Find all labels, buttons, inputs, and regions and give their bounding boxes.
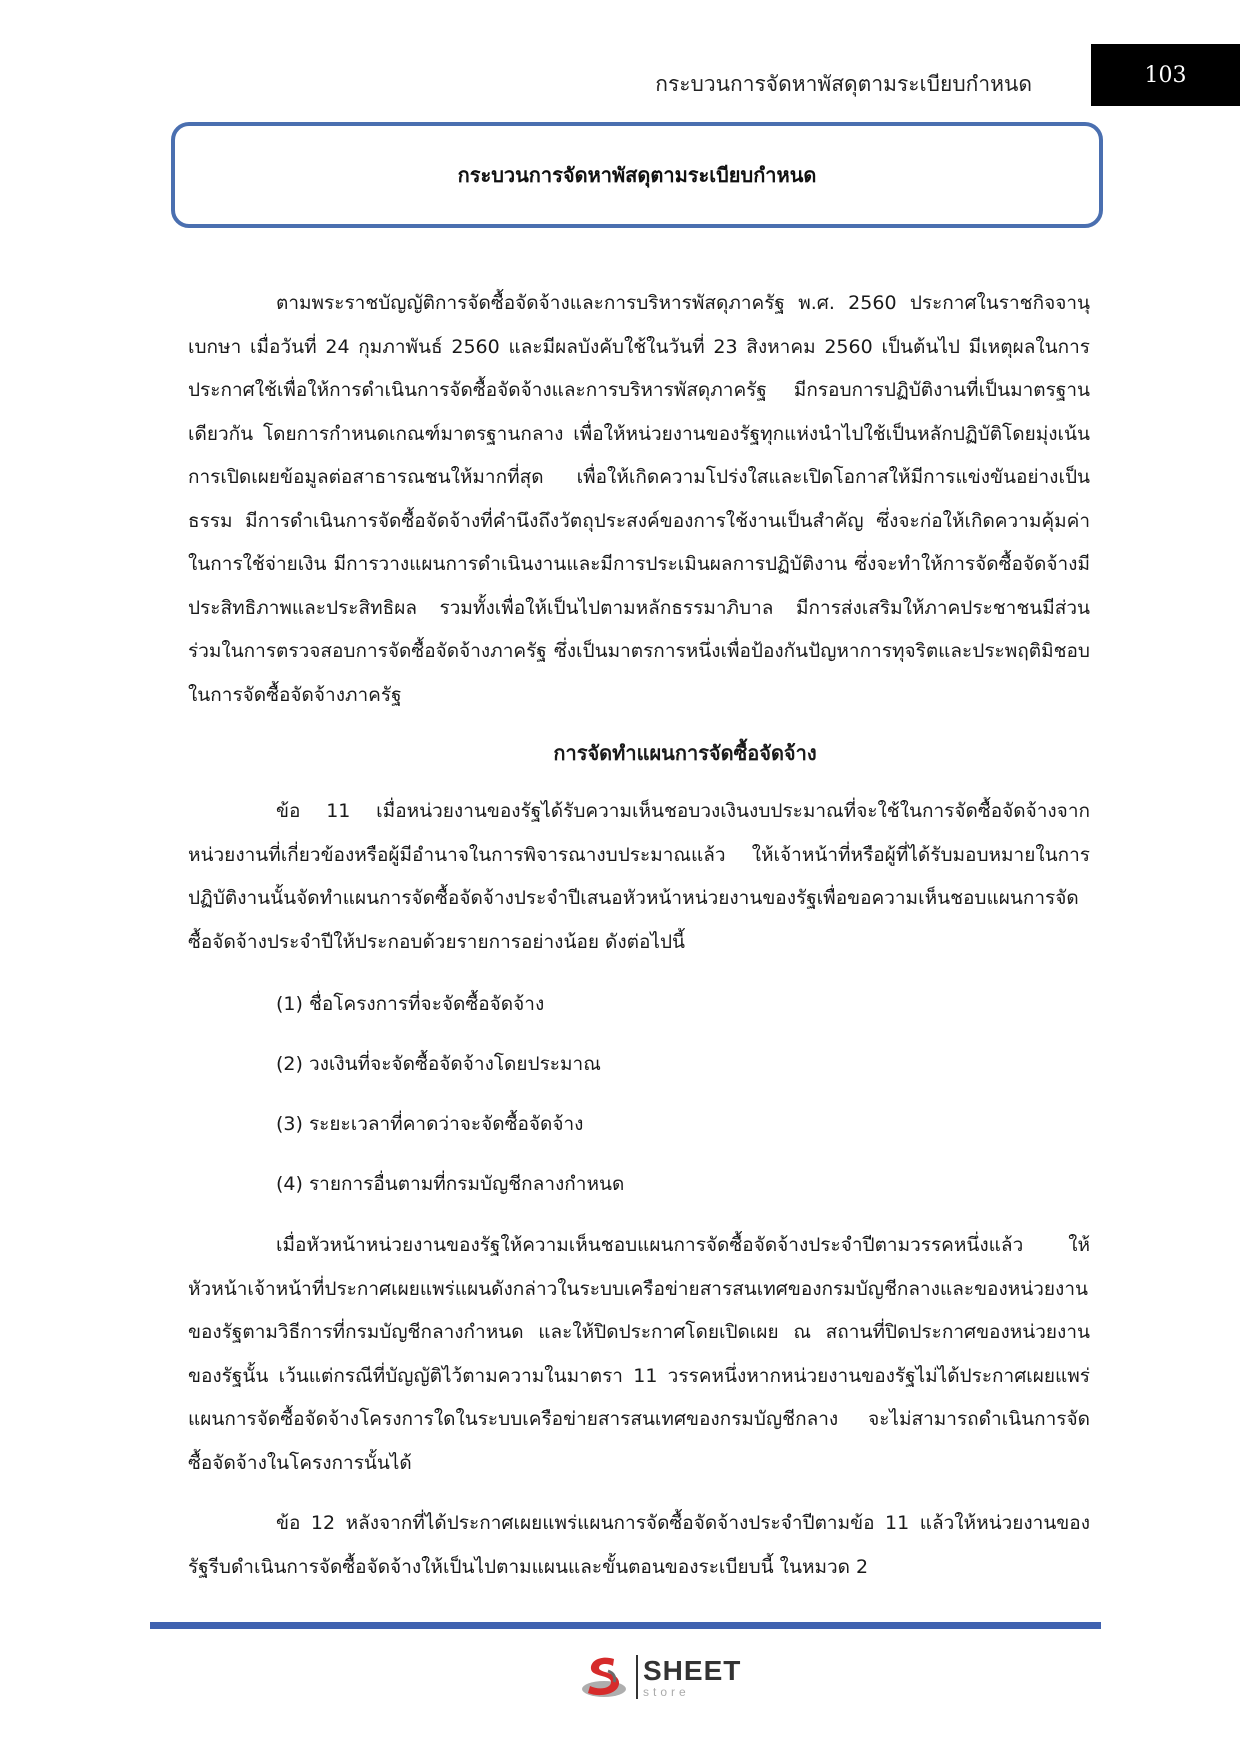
- approval-section: [188, 1224, 1090, 1485]
- clause-11-paragraph: ข้อ 11 เมื่อหน่วยงานของรัฐได้รับความเห็นชอบวงเงินงบประมาณที่จะใช้ในการจัดซื้อจัดจ้างจากหน่วยงานที่เกี่ยวข้องหรือผู้มีอำนาจในการพิจารณางบประมาณแล้ว ให้เจ้าหน้าที่หรือผู้ที่ได้รับมอบหมายในการปฏิบัติงานนั้นจัดทำแผนการจัดซื้อจัดจ้างประจำปีเสนอหัวหน้าหน่วยงานของรัฐเพื่อขอความเห็นชอบแผนการจัดซื้อจัดจ้างประจำปีให้ประกอบด้วยรายการอย่างน้อย ดังต่อไปนี้: [188, 800, 1090, 953]
- sheet-store-logo: [578, 1648, 748, 1706]
- running-header-title: กระบวนการจัดหาพัสดุตามระเบียบกำหนด: [655, 72, 1032, 96]
- page-number: 103: [1091, 44, 1240, 106]
- list-item: (2) วงเงินที่จะจัดซื้อจัดจ้างโดยประมาณ: [276, 1053, 601, 1075]
- intro-paragraph: ตามพระราชบัญญัติการจัดซื้อจัดจ้างและการบริหารพัสดุภาครัฐ พ.ศ. 2560 ประกาศในราชกิจจานุเบกษา เมื่อวันที่ 24 กุมภาพันธ์ 2560 และมีผลบังคับใช้ในวันที่ 23 สิงหาคม 2560 เป็นต้นไป มีเหตุผลในการประกาศใช้เพื่อให้การดำเนินการจัดซื้อจัดจ้างและการบริหารพัสดุภาครัฐ มีกรอบการปฏิบัติงานที่เป็นมาตรฐานเดียวกัน โดยการกำหนดเกณฑ์มาตรฐานกลาง เพื่อให้หน่วยงานของรัฐทุกแห่งนำไปใช้เป็นหลักปฏิบัติโดยมุ่งเน้นการเปิดเผยข้อมูลต่อสาธารณชนให้มากที่สุด เพื่อให้เกิดความโปร่งใสและเปิดโอกาสให้มีการแข่งขันอย่างเป็นธรรม มีการดำเนินการจัดซื้อจัดจ้างที่คำนึงถึงวัตถุประสงค์ของการใช้งานเป็นสำคัญ ซึ่งจะก่อให้เกิดความคุ้มค่าในการใช้จ่ายเงิน มีการวางแผนการดำเนินงานและมีการประเมินผลการปฏิบัติงาน ซึ่งจะทำให้การจัดซื้อจัดจ้างมีประสิทธิภาพและประสิทธิผล รวมทั้งเพื่อให้เป็นไปตามหลักธรรมาภิบาล มีการส่งเสริมให้ภาคประชาชนมีส่วนร่วมในการตรวจสอบการจัดซื้อจัดจ้างภาครัฐ ซึ่งเป็นมาตรการหนึ่งเพื่อป้องกันปัญหาการทุจริตและประพฤติมิชอบในการจัดซื้อจัดจ้างภาครัฐ: [188, 292, 1090, 706]
- clause-11-section: [188, 790, 1090, 964]
- list-item: (3) ระยะเวลาที่คาดว่าจะจัดซื้อจัดจ้าง: [276, 1113, 584, 1135]
- footer-divider: [150, 1622, 1101, 1629]
- list-item: (1) ชื่อโครงการที่จะจัดซื้อจัดจ้าง: [276, 993, 545, 1015]
- intro-section: [188, 282, 1090, 717]
- sheet-store-logo-icon: [578, 1651, 630, 1703]
- logo-text: [643, 1654, 742, 1699]
- section-heading: การจัดทำแผนการจัดซื้อจัดจ้าง: [553, 741, 817, 765]
- clause-12-paragraph: ข้อ 12 หลังจากที่ได้ประกาศเผยแพร่แผนการจัดซื้อจัดจ้างประจำปีตามข้อ 11 แล้วให้หน่วยงานของรัฐรีบดำเนินการจัดซื้อจัดจ้างให้เป็นไปตามแผนและขั้นตอนของระเบียบนี้ ในหมวด 2: [188, 1512, 1090, 1578]
- approval-paragraph: เมื่อหัวหน้าหน่วยงานของรัฐให้ความเห็นชอบแผนการจัดซื้อจัดจ้างประจำปีตามวรรคหนึ่งแล้ว ให้หัวหน้าเจ้าหน้าที่ประกาศเผยแพร่แผนดังกล่าวในระบบเครือข่ายสารสนเทศของกรมบัญชีกลางและของหน่วยงานของรัฐตามวิธีการที่กรมบัญชีกลางกำหนด และให้ปิดประกาศโดยเปิดเผย ณ สถานที่ปิดประกาศของหน่วยงานของรัฐนั้น เว้นแต่กรณีที่บัญญัติไว้ตามความในมาตรา 11 วรรคหนึ่งหากหน่วยงานของรัฐไม่ได้ประกาศเผยแพร่แผนการจัดซื้อจัดจ้างโครงการใดในระบบเครือข่ายสารสนเทศของกรมบัญชีกลาง จะไม่สามารถดำเนินการจัดซื้อจัดจ้างในโครงการนั้นได้: [188, 1234, 1090, 1474]
- logo-divider: [636, 1655, 638, 1699]
- list-item: (4) รายการอื่นตามที่กรมบัญชีกลางกำหนด: [276, 1173, 625, 1195]
- chapter-title: กระบวนการจัดหาพัสดุตามระเบียบกำหนด: [457, 163, 817, 187]
- chapter-title-box: [171, 122, 1103, 228]
- clause-12-section: [188, 1502, 1090, 1589]
- logo-brand-sub: store: [643, 1684, 690, 1699]
- logo-brand-name: SHEET: [643, 1654, 742, 1686]
